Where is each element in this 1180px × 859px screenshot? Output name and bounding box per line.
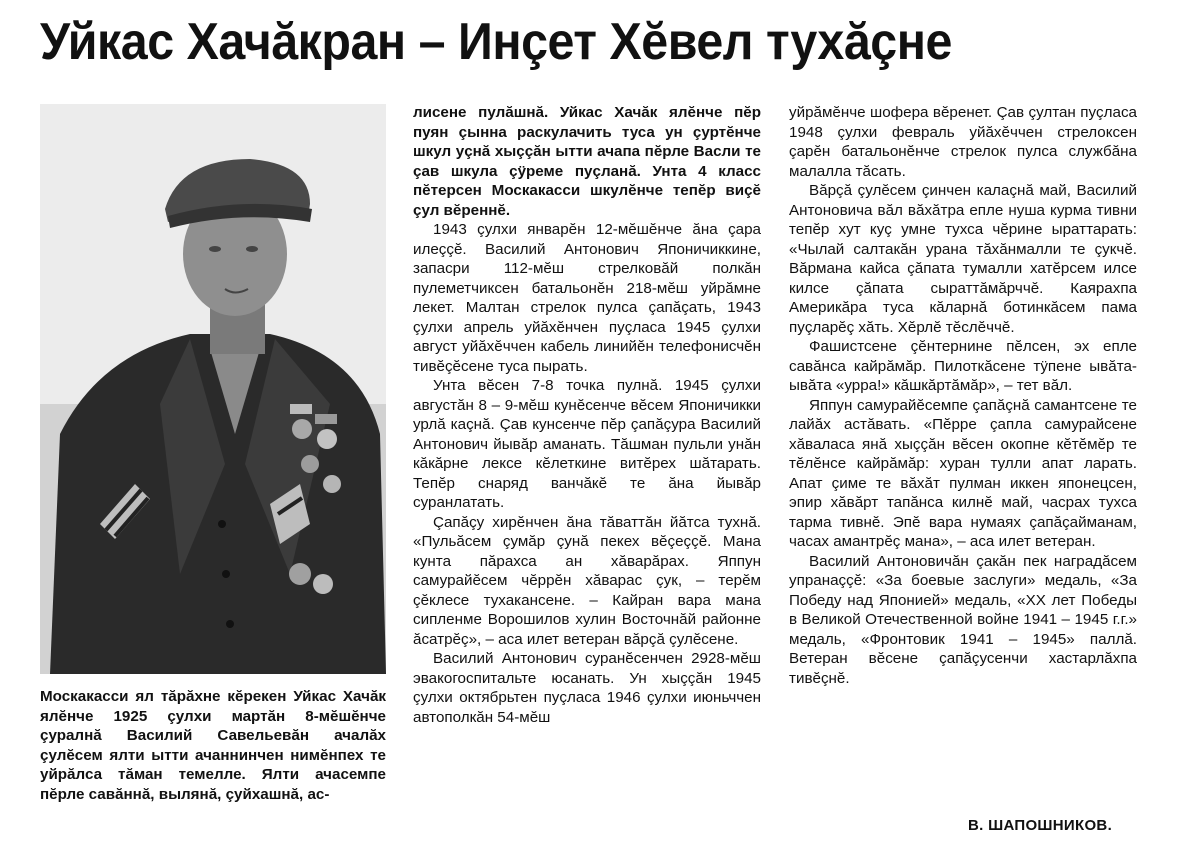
article-column-3 — [789, 103, 1137, 688]
paragraph: уйрăмĕнче шофера вĕренет. Çав çултан пуçласа 1948 çулхи февраль уйăхĕччен стрелоксен çарĕн батальонĕнче стрелок пулса службăна малалла тăсать. — [789, 104, 1137, 180]
portrait-photo-icon — [40, 104, 386, 674]
photo-caption: Москакасси ял тăрăхне кĕрекен Уйкас Хачăк ялĕнче 1925 çулхи мартăн 8-мĕшĕнче çуралнă Василий Савельевăн ачалăх çулĕсем ялти ытти ачаннинчен нимĕнпех те уйрăлса тăман темелле. Ялти ачасемпе пĕрле савăннă, вылянă, çуйхашнă, ас- — [40, 688, 386, 803]
article-headline: Уйкас Хачăкран – Инçет Хĕвел тухăçне — [40, 13, 952, 71]
paragraph: Василий Антонович суранĕсенчен 2928-мĕш эвакогоспитальте юсанать. Ун хыççăн 1945 çулхи октябрьтен пуçласа 1946 çулхи июньччен автополкăн 54-мĕш — [413, 650, 761, 726]
veteran-portrait-photo — [40, 104, 386, 674]
paragraph: Яппун самурайĕсемпе çапăçнă самантсене те лайăх астăвать. «Пĕрре çапла самурайсене хăваласа янă хыççăн вĕсен окопне кĕтĕмĕр те тĕлĕнсе кайрăмăр: хуран тулли апат ларать. Апат çиме те вăхăт пулман иккен японецсен, эпир хăвăрт тапăнса килнĕ май, часрах тухса тарма тивнĕ. Эпĕ вара нумаях çапăçайманам, часах амантрĕç мана», – аса илет ветеран. — [789, 396, 1137, 550]
author-byline: В. ШАПОШНИКОВ. — [968, 817, 1113, 834]
paragraph: 1943 çулхи январĕн 12-мĕшĕнче ăна çара илеççĕ. Василий Антонович Японичиккине, запасри 112-мĕш стрелковăй полкăн пулеметчиксен батальонĕн 218-мĕш уйрăмне лекет. Малтан стрелок пулса çапăçать, 1943 çулхи апрель уйăхĕнчен пуçласа 1945 çулхи август уйăхĕччен кабель линийĕн телефонисчĕн тивĕçĕсене туса пырать. — [413, 221, 761, 375]
article-column-2 — [413, 103, 761, 727]
paragraph: Фашистсене çĕнтернине пĕлсен, эх епле савăнса кайрăмăр. Пилоткăсене тÿпене ывăта-ывăта «урра!» кăшкăртăмăр», – тет вăл. — [789, 338, 1137, 394]
paragraph: Унта вĕсен 7-8 точка пулнă. 1945 çулхи августăн 8 – 9-мĕш кунĕсенче вĕсем Японичикки урлă каçнă. Çав кунсенче пĕр çапăçура Василий Антонович йывăр аманать. Тăшман пульли унăн кăкăрне лексе кĕлеткине витĕрех шăтарать. Тепĕр снаряд ванчăкĕ те ăна йывăр суранлатать. — [413, 377, 761, 511]
paragraph: Василий Антоновичăн çакăн пек наградăсем упранаççĕ: «За боевые заслуги» медаль, «За Победу над Японией» медаль, «XX лет Победы в Великой Отечественной войне 1941 – 1945 г.г.» медаль, «Фронтовик 1941 – 1945» паллă. Ветеран вĕсене çапăçусенчи хастарлăхпа тивĕçнĕ. — [789, 552, 1137, 687]
lead-paragraph: лисене пулăшнă. Уйкас Хачăк ялĕнче пĕр пуян çынна раскулачить туса ун çуртĕнче шкул уçнă хыççăн ытти ачапа пĕрле Васли те çав шкула çÿреме пуçланă. Унта 4 класс пĕтерсен Москакасси шкулĕнче тепĕр виçĕ çул вĕреннĕ. — [413, 104, 761, 219]
paragraph: Вăрçă çулĕсем çинчен калаçнă май, Василий Антоновича вăл вăхăтра епле нуша курма тивни тепĕр хут куç умне тухса чĕрине ыраттарать: «Чылай салтакăн урана тăхăнмалли те çукчĕ. Вăрмана кайса çăпата тумалли хатĕрсем илсе килсе çăпата сыраттăмăрччĕ. Каярахпа Америкăра туса кăларнă ботинкăсем пама пуçларĕç хăть. Хĕрлĕ тĕслĕччĕ. — [789, 182, 1137, 336]
paragraph: Çапăçу хирĕнчен ăна тăваттăн йăтса тухнă. «Пульăсем çумăр çунă пекех вĕçеççĕ. Мана кунта пăрахса ан хăварăрах. Яппун самурайĕсем чĕррĕн хăварас çук, – терĕм çĕклесе тухакансене. – Кайран вара мана сипленме Ворошилов хулин Восточнăй районне ăсатрĕç», – аса илет ветеран вăрçă çулĕсене. — [413, 513, 761, 648]
